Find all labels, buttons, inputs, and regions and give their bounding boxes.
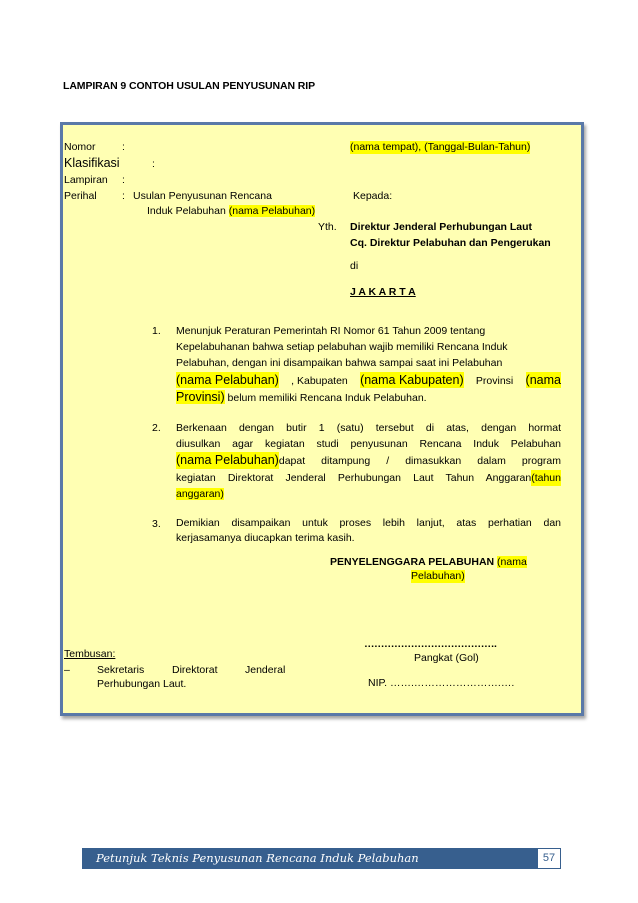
perihal-label: Perihal [64, 190, 97, 202]
signer-port-placeholder-start: (nama [497, 556, 527, 568]
page-number: 57 [542, 852, 556, 864]
klasifikasi-label: Klasifikasi [64, 156, 120, 170]
signer-title [330, 556, 527, 569]
item-2-line [176, 486, 561, 502]
port-placeholder: (nama Pelabuhan) [176, 453, 279, 468]
item-1-line [176, 372, 561, 389]
page-footer [82, 848, 561, 869]
regency-placeholder: (nama Kabupaten) [360, 372, 464, 387]
item-1-line: Kepelabuhanan bahwa setiap pelabuhan wajib memiliki Rencana Induk [176, 341, 508, 354]
item-1-paragraph [176, 323, 561, 406]
city-label: J A K A R T A [350, 286, 416, 298]
signer-role: PENYELENGGARA PELABUHAN [330, 556, 498, 568]
item-2-line: Berkenaan dengan butir 1 (satu) tersebut di atas, dengan hormat [176, 422, 561, 434]
tembusan-word: Jenderal [245, 664, 286, 676]
di-label: di [350, 260, 359, 272]
tembusan-word: Sekretaris [97, 664, 145, 676]
item-3-line: kerjasamanya diucapkan terima kasih. [176, 532, 355, 544]
port-placeholder: (nama Pelabuhan) [176, 372, 279, 387]
appendix-heading: LAMPIRAN 9 CONTOH USULAN PENYUSUNAN RIP [63, 80, 316, 92]
perihal-text: Induk Pelabuhan [147, 205, 229, 217]
tembusan-label: Tembusan: [64, 648, 116, 660]
signer-port-placeholder-end: Pelabuhan) [411, 570, 465, 582]
page-number-box [537, 848, 561, 869]
province-placeholder-start: (nama [525, 372, 561, 387]
item-1-text: belum memiliki Rencana Induk Pelabuhan. [224, 391, 427, 404]
tembusan-word: Direktorat [172, 664, 218, 676]
signature-dots: …………………………………. [364, 638, 497, 650]
item-1-number: 1. [152, 325, 161, 337]
klasifikasi-colon: : [152, 158, 155, 170]
footer-title: Petunjuk Teknis Penyusunan Rencana Induk Pelabuhan [96, 851, 419, 865]
item-3-number: 3. [152, 518, 161, 530]
item-1-text: Provinsi [475, 374, 514, 387]
nip-label: NIP. …….…………………….…. [368, 677, 515, 689]
nomor-label: Nomor [64, 141, 96, 153]
yth-label: Yth. [318, 221, 337, 233]
lampiran-colon: : [122, 174, 125, 186]
recipient-line-1: Direktur Jenderal Perhubungan Laut [350, 221, 533, 233]
nomor-colon: : [122, 141, 125, 153]
kepada-label: Kepada: [353, 190, 393, 202]
tembusan-word: Perhubungan Laut. [97, 678, 187, 690]
place-date: (nama tempat), (Tanggal-Bulan-Tahun) [350, 141, 531, 153]
province-placeholder-end: Provinsi) [176, 389, 225, 404]
item-2-number: 2. [152, 422, 161, 434]
item-2-line [176, 452, 561, 469]
perihal-line-1: Usulan Penyusunan Rencana [133, 190, 272, 202]
item-1-line: Menunjuk Peraturan Pemerintah RI Nomor 61 Tahun 2009 tentang [176, 325, 486, 337]
item-2-text: kegiatan Direktorat Jenderal Perhubungan Laut Tahun Anggaran [176, 471, 532, 484]
item-1-line [176, 389, 561, 406]
rank-label: Pangkat (Gol) [414, 652, 479, 664]
lampiran-label: Lampiran [64, 174, 108, 186]
item-2-line: diusulkan agar kegiatan studi penyusunan Rencana Induk Pelabuhan [176, 438, 561, 451]
perihal-colon: : [122, 190, 125, 202]
item-1-text: , Kabupaten [291, 374, 348, 387]
item-2-line [176, 470, 561, 486]
item-1-line: Pelabuhan, dengan ini disampaikan bahwa sampai saat ini Pelabuhan [176, 357, 503, 370]
tembusan-dash: – [64, 664, 70, 676]
year-placeholder-start: (tahun [531, 470, 561, 486]
perihal-port-placeholder: (nama Pelabuhan) [228, 205, 316, 217]
year-placeholder-end: anggaran) [176, 487, 224, 500]
perihal-line-2 [147, 205, 315, 218]
item-3-paragraph [176, 516, 561, 546]
letter-box [60, 122, 584, 716]
item-3-line: Demikian disampaikan untuk proses lebih lanjut, atas perhatian dan [176, 517, 561, 529]
item-2-text: dapat ditampung / dimasukkan dalam program [278, 455, 561, 468]
recipient-line-2: Cq. Direktur Pelabuhan dan Pengerukan [350, 237, 551, 249]
item-2-paragraph [176, 420, 561, 502]
